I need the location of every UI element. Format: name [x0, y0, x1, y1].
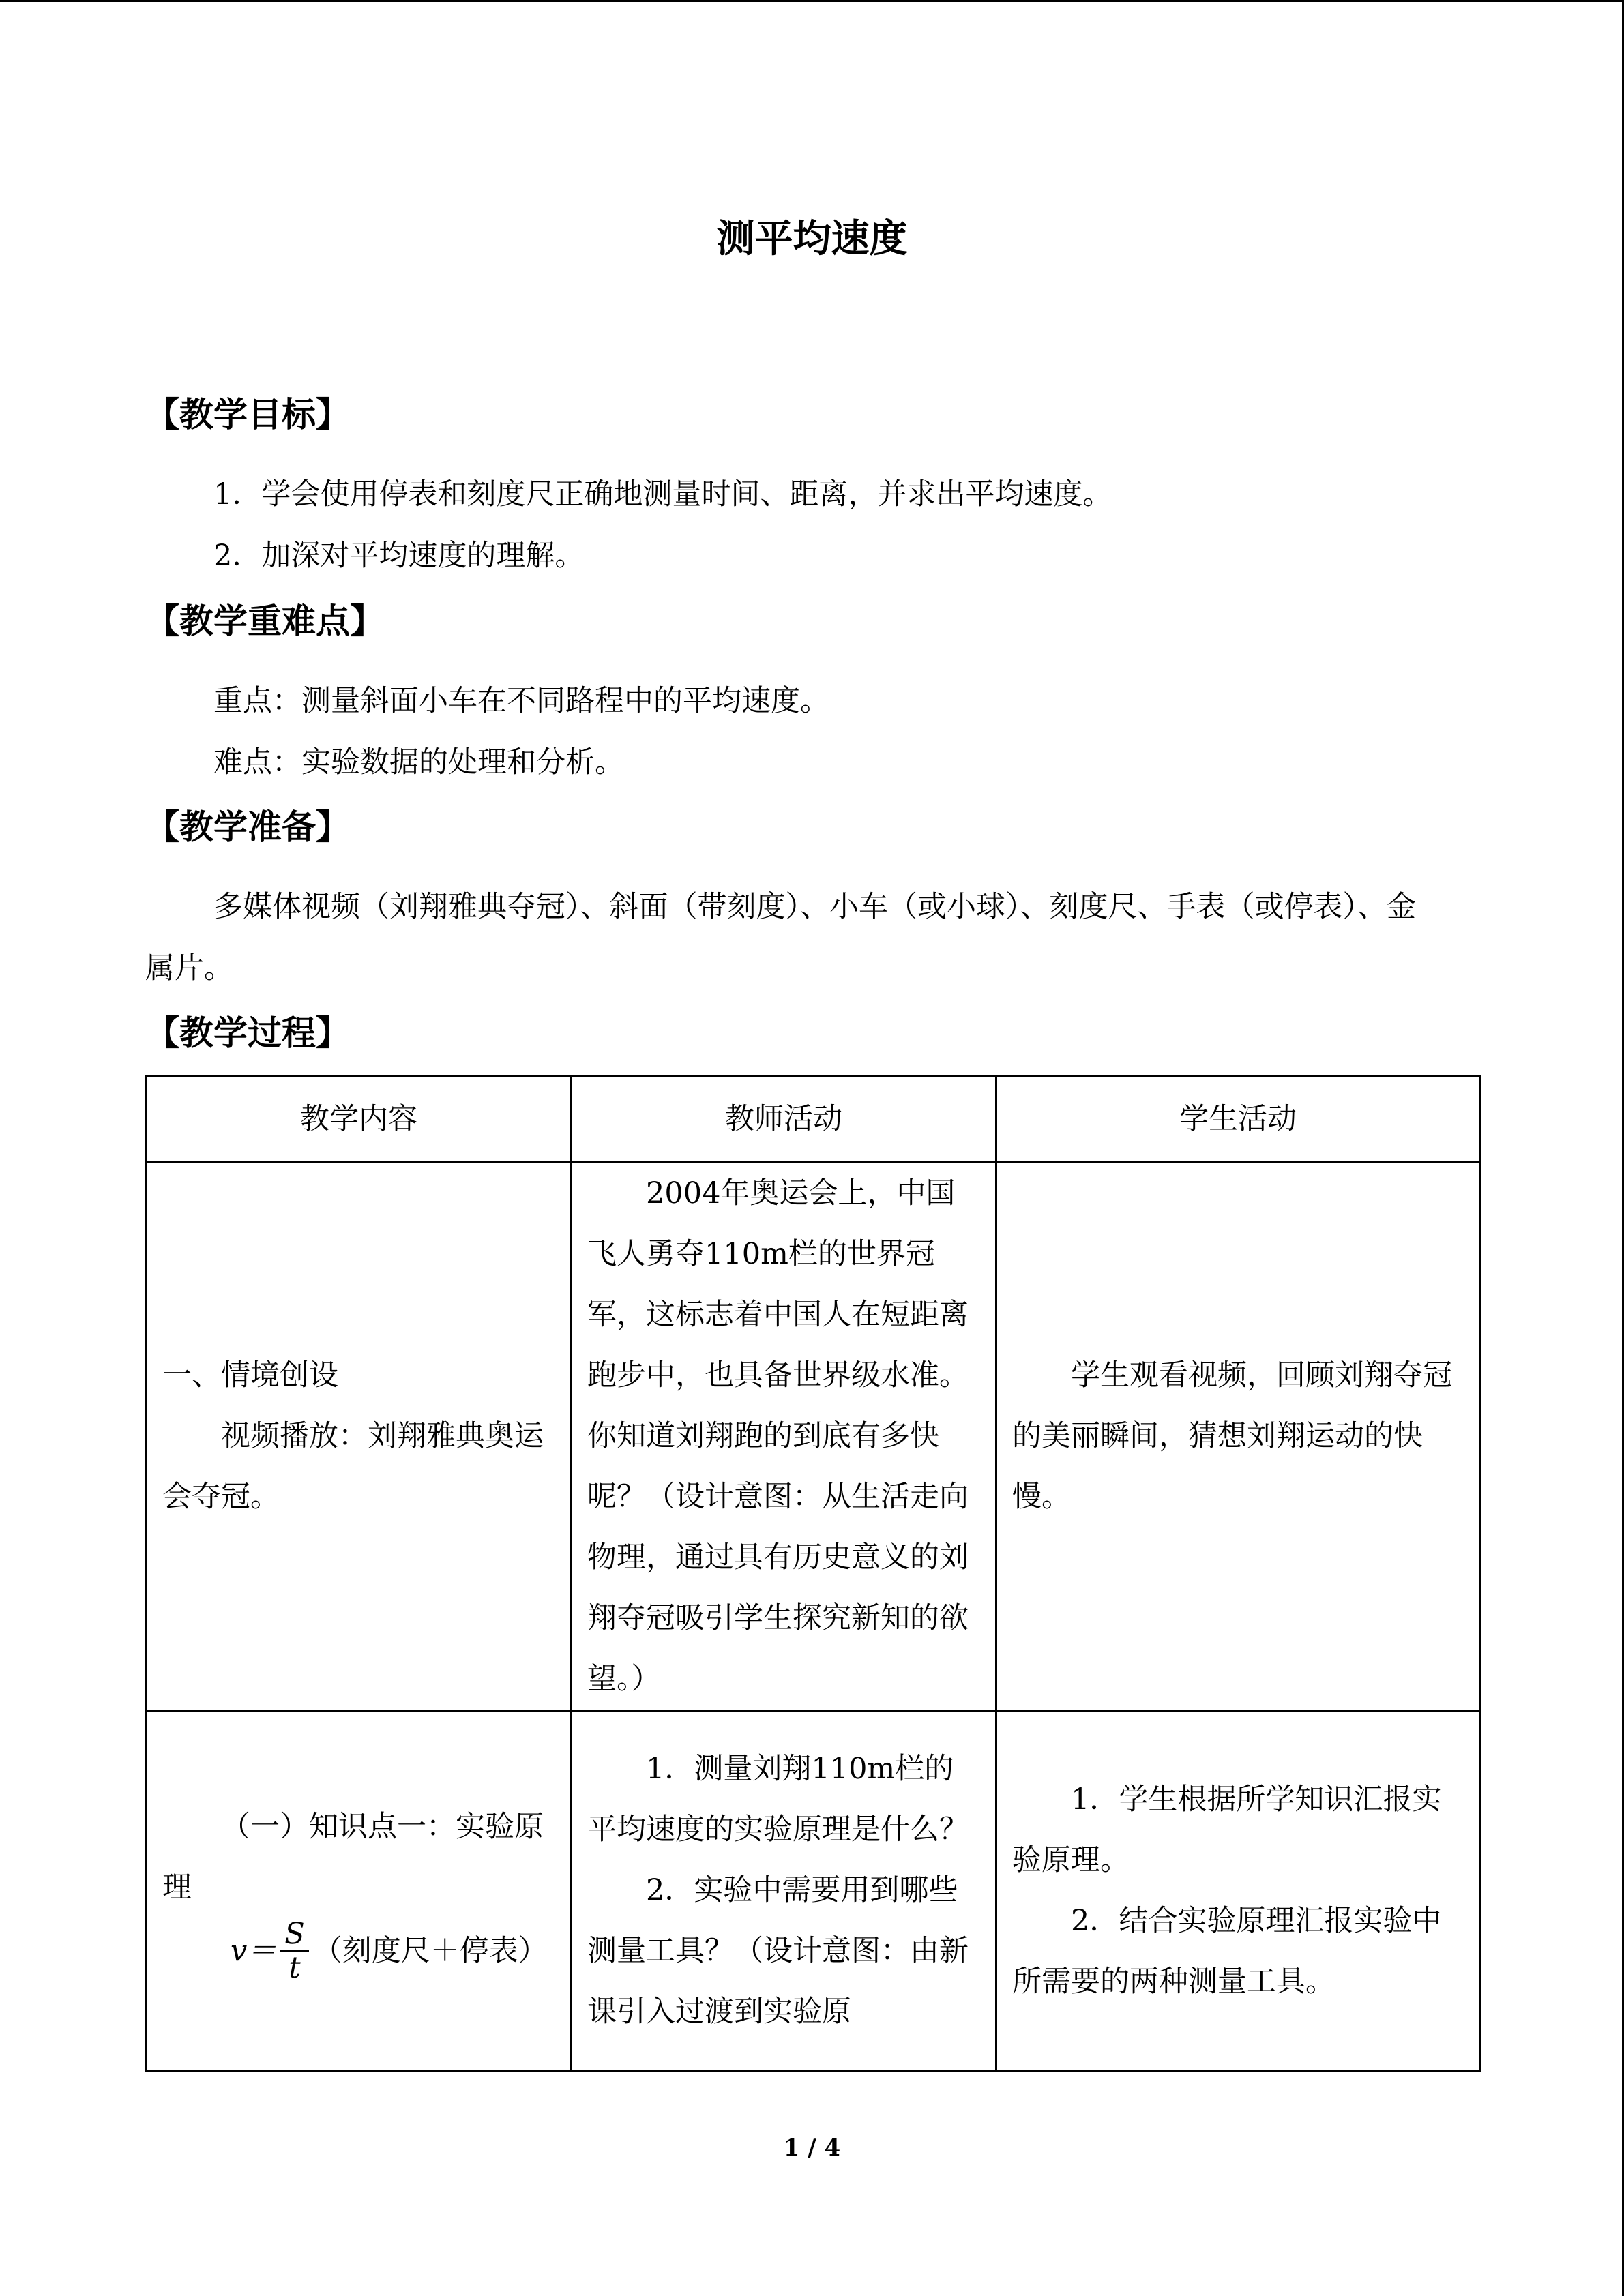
student-cell-situation: [996, 1163, 1480, 1711]
goal-item-2: 2．加深对平均速度的理解。: [213, 539, 585, 573]
section-heading-process: 【教学过程】: [145, 1013, 350, 1053]
goal-item-1: 1．学会使用停表和刻度尺正确地测量时间、距离，并求出平均速度。: [213, 477, 1112, 511]
teacher-question-1: 1．测量刘翔110m栏的平均速度的实验原理是什么？: [587, 1752, 969, 1847]
preparation-text: 多媒体视频（刘翔雅典夺冠）、斜面（带刻度）、小车（或小球）、刻度尺、手表（或停表）、金属片。: [145, 890, 1416, 985]
formula-note: （刻度尺＋停表）: [312, 1933, 548, 1968]
table-row: [147, 1711, 1480, 2071]
difficult-point-text: 难点：实验数据的处理和分析。: [213, 745, 624, 779]
column-header-content: 教学内容: [147, 1076, 572, 1163]
content-title: 一、情境创设: [162, 1358, 338, 1392]
student-activity-text: 学生观看视频，回顾刘翔夺冠的美丽瞬间，猜想刘翔运动的快慢。: [1012, 1358, 1452, 1514]
document-title: 测平均速度: [716, 216, 908, 261]
teacher-question-2: 2．实验中需要用到哪些测量工具？（设计意图：由新课引入过渡到实验原: [587, 1873, 969, 2029]
student-activity-1: 1．学生根据所学知识汇报实验原理。: [1012, 1782, 1442, 1877]
content-cell-situation: [147, 1163, 572, 1711]
page-top-border: [0, 0, 1624, 2]
section-heading-goals: 【教学目标】: [145, 394, 350, 434]
formula-numerator: S: [280, 1918, 308, 1952]
student-activity-2: 2．结合实验原理汇报实验中所需要的两种测量工具。: [1012, 1903, 1442, 1999]
teacher-activity-text: 2004年奥运会上，中国飞人勇夺110m栏的世界冠军，这标志着中国人在短距离跑步中，也具备世界级水准。你知道刘翔跑的到底有多快呢？（设计意图：从生活走向物理，通过具有历史意义的刘翔夺冠吸引学生探究新知的欲望。）: [587, 1176, 969, 1696]
table-row: [147, 1163, 1480, 1711]
column-header-student: 学生活动: [996, 1076, 1480, 1163]
content-title: （一）知识点一：实验原理: [162, 1809, 544, 1905]
teacher-cell-situation: [572, 1163, 996, 1711]
page-number: 1 / 4: [783, 2134, 841, 2162]
teacher-cell-principle: [572, 1711, 996, 2071]
speed-formula: [162, 1918, 555, 1985]
table-header-row: [147, 1076, 1480, 1163]
process-table: [145, 1075, 1481, 2072]
section-heading-preparation: 【教学准备】: [145, 807, 350, 847]
content-body: 视频播放：刘翔雅典奥运会夺冠。: [162, 1419, 544, 1514]
formula-fraction: [280, 1918, 308, 1985]
formula-denominator: t: [289, 1951, 301, 1985]
key-point-text: 重点：测量斜面小车在不同路程中的平均速度。: [213, 684, 829, 718]
section-heading-key-points: 【教学重难点】: [145, 601, 384, 641]
student-cell-principle: [996, 1711, 1480, 2071]
formula-lhs: v＝: [231, 1933, 277, 1968]
content-cell-principle: [147, 1711, 572, 2071]
column-header-teacher: 教师活动: [572, 1076, 996, 1163]
